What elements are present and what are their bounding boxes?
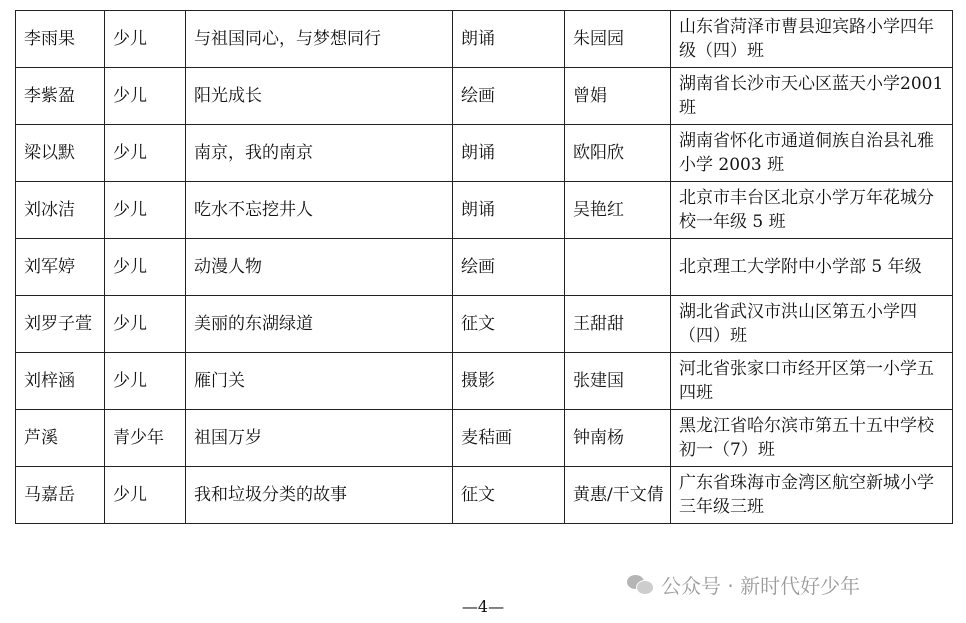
cell-age-group: 少儿 xyxy=(105,296,186,353)
cell-school: 湖南省怀化市通道侗族自治县礼雅小学 2003 班 xyxy=(671,125,953,182)
cell-age-group: 少儿 xyxy=(105,467,186,524)
cell-instructor: 曾娟 xyxy=(565,68,671,125)
cell-work-title: 动漫人物 xyxy=(186,239,453,296)
table-row xyxy=(16,239,953,296)
cell-school: 北京理工大学附中小学部 5 年级 xyxy=(671,239,953,296)
cell-category: 绘画 xyxy=(453,68,565,125)
page-number: —4— xyxy=(461,597,505,616)
cell-age-group: 少儿 xyxy=(105,239,186,296)
cell-name: 刘冰洁 xyxy=(16,182,105,239)
cell-category: 绘画 xyxy=(453,239,565,296)
cell-school: 广东省珠海市金湾区航空新城小学三年级三班 xyxy=(671,467,953,524)
cell-work-title: 吃水不忘挖井人 xyxy=(186,182,453,239)
cell-category: 朗诵 xyxy=(453,125,565,182)
cell-category: 摄影 xyxy=(453,353,565,410)
cell-name: 芦溪 xyxy=(16,410,105,467)
cell-name: 刘罗子萱 xyxy=(16,296,105,353)
table-row xyxy=(16,353,953,410)
cell-name: 李雨果 xyxy=(16,11,105,68)
cell-name: 李紫盈 xyxy=(16,68,105,125)
cell-age-group: 青少年 xyxy=(105,410,186,467)
cell-name: 马嘉岳 xyxy=(16,467,105,524)
cell-age-group: 少儿 xyxy=(105,11,186,68)
cell-age-group: 少儿 xyxy=(105,182,186,239)
cell-category: 麦秸画 xyxy=(453,410,565,467)
cell-instructor: 王甜甜 xyxy=(565,296,671,353)
table-row xyxy=(16,125,953,182)
cell-instructor: 吴艳红 xyxy=(565,182,671,239)
cell-work-title: 美丽的东湖绿道 xyxy=(186,296,453,353)
wechat-icon xyxy=(627,573,653,595)
table-row xyxy=(16,467,953,524)
cell-age-group: 少儿 xyxy=(105,68,186,125)
cell-school: 黑龙江省哈尔滨市第五十五中学校初一（7）班 xyxy=(671,410,953,467)
cell-instructor xyxy=(565,239,671,296)
cell-work-title: 与祖国同心，与梦想同行 xyxy=(186,11,453,68)
cell-name: 刘梓涵 xyxy=(16,353,105,410)
cell-name: 刘军婷 xyxy=(16,239,105,296)
watermark xyxy=(627,568,860,600)
cell-age-group: 少儿 xyxy=(105,353,186,410)
cell-work-title: 雁门关 xyxy=(186,353,453,410)
cell-instructor: 钟南杨 xyxy=(565,410,671,467)
cell-name: 梁以默 xyxy=(16,125,105,182)
table-row xyxy=(16,11,953,68)
cell-school: 湖北省武汉市洪山区第五小学四（四）班 xyxy=(671,296,953,353)
cell-category: 征文 xyxy=(453,467,565,524)
watermark-text: 公众号 · 新时代好少年 xyxy=(661,573,861,598)
cell-instructor: 黄惠/干文倩 xyxy=(565,467,671,524)
cell-school: 湖南省长沙市天心区蓝天小学2001 班 xyxy=(671,68,953,125)
table-row xyxy=(16,68,953,125)
cell-instructor: 朱园园 xyxy=(565,11,671,68)
cell-work-title: 南京，我的南京 xyxy=(186,125,453,182)
cell-work-title: 我和垃圾分类的故事 xyxy=(186,467,453,524)
cell-school: 山东省菏泽市曹县迎宾路小学四年级（四）班 xyxy=(671,11,953,68)
cell-category: 朗诵 xyxy=(453,11,565,68)
roster-body xyxy=(16,11,953,524)
cell-instructor: 张建国 xyxy=(565,353,671,410)
cell-category: 征文 xyxy=(453,296,565,353)
roster-table xyxy=(15,10,953,524)
cell-school: 河北省张家口市经开区第一小学五四班 xyxy=(671,353,953,410)
cell-work-title: 祖国万岁 xyxy=(186,410,453,467)
table-row xyxy=(16,296,953,353)
cell-school: 北京市丰台区北京小学万年花城分校一年级 5 班 xyxy=(671,182,953,239)
cell-age-group: 少儿 xyxy=(105,125,186,182)
table-row xyxy=(16,182,953,239)
cell-instructor: 欧阳欣 xyxy=(565,125,671,182)
cell-work-title: 阳光成长 xyxy=(186,68,453,125)
cell-category: 朗诵 xyxy=(453,182,565,239)
table-row xyxy=(16,410,953,467)
